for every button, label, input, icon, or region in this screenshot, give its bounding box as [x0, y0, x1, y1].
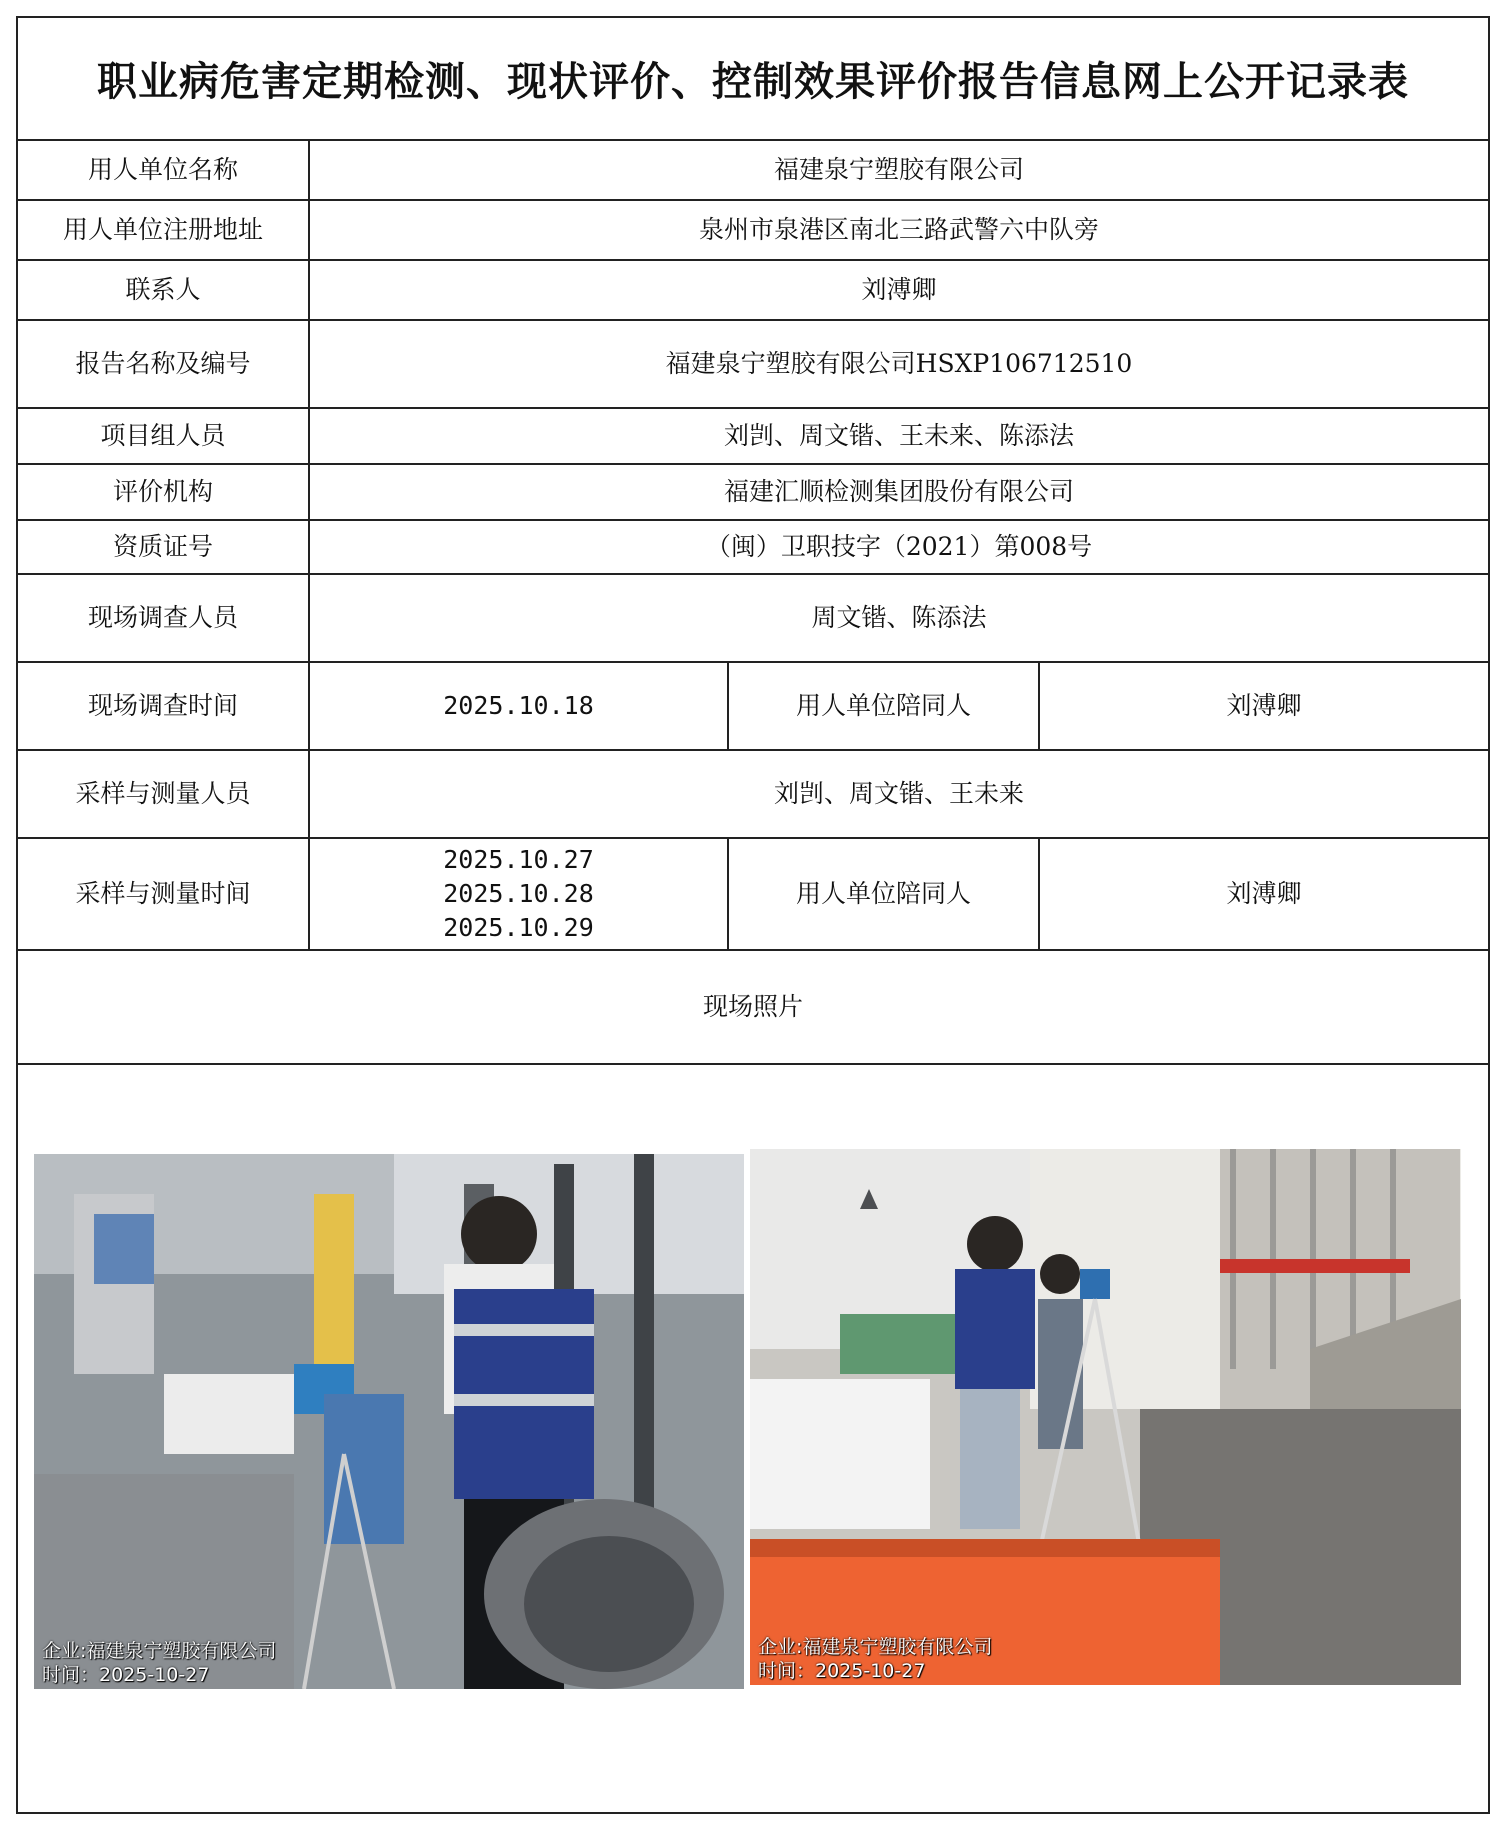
label-sampling-time: 采样与测量时间 [18, 838, 309, 950]
site-photo-2 [750, 1149, 1461, 1685]
label-employer-address: 用人单位注册地址 [18, 200, 309, 260]
label-report-name: 报告名称及编号 [18, 320, 309, 408]
value-employer-name: 福建泉宁塑胶有限公司 [309, 140, 1488, 200]
table-row [18, 838, 1488, 950]
page-title: 职业病危害定期检测、现状评价、控制效果评价报告信息网上公开记录表 [18, 18, 1488, 141]
value-certificate: （闽）卫职技字（2021）第008号 [309, 520, 1488, 574]
label-survey-staff: 现场调查人员 [18, 574, 309, 662]
table-row [18, 260, 1488, 320]
value-report-name: 福建泉宁塑胶有限公司HSXP106712510 [309, 320, 1488, 408]
value-survey-staff: 周文锴、陈添法 [309, 574, 1488, 662]
value-sampling-dates [309, 838, 728, 950]
value-sampling-staff: 刘剀、周文锴、王未来 [309, 750, 1488, 838]
sampling-date: 2025.10.29 [443, 913, 594, 942]
sampling-date: 2025.10.28 [443, 879, 594, 908]
table-row [18, 662, 1488, 750]
label-employer-name: 用人单位名称 [18, 140, 309, 200]
site-photo-1-image [34, 1154, 744, 1689]
label-project-members: 项目组人员 [18, 408, 309, 464]
label-agency: 评价机构 [18, 464, 309, 520]
table-row [18, 520, 1488, 574]
photo-1-watermark-company: 企业:福建泉宁塑胶有限公司 [42, 1640, 277, 1662]
table-row [18, 408, 1488, 464]
value-employer-address: 泉州市泉港区南北三路武警六中队旁 [309, 200, 1488, 260]
site-photo-1 [34, 1154, 744, 1689]
info-table [18, 139, 1488, 1065]
label-sampling-escort: 用人单位陪同人 [728, 838, 1039, 950]
photo-2-watermark-time: 时间：2025-10-27 [758, 1660, 926, 1682]
value-project-members: 刘剀、周文锴、王未来、陈添法 [309, 408, 1488, 464]
photo-1-watermark-time: 时间：2025-10-27 [42, 1664, 210, 1686]
table-row [18, 200, 1488, 260]
photos-header: 现场照片 [18, 950, 1488, 1064]
label-survey-escort: 用人单位陪同人 [728, 662, 1039, 750]
value-sampling-escort: 刘溥卿 [1039, 838, 1488, 950]
table-row [18, 140, 1488, 200]
table-row [18, 750, 1488, 838]
photo-2-watermark-company: 企业:福建泉宁塑胶有限公司 [758, 1636, 993, 1658]
sampling-date: 2025.10.27 [443, 845, 594, 874]
label-survey-time: 现场调查时间 [18, 662, 309, 750]
table-row [18, 320, 1488, 408]
label-sampling-staff: 采样与测量人员 [18, 750, 309, 838]
table-row [18, 950, 1488, 1064]
value-survey-time: 2025.10.18 [309, 662, 728, 750]
label-contact: 联系人 [18, 260, 309, 320]
table-row [18, 464, 1488, 520]
value-contact: 刘溥卿 [309, 260, 1488, 320]
record-form [16, 16, 1490, 1814]
site-photo-2-image [750, 1149, 1461, 1685]
table-row [18, 574, 1488, 662]
value-survey-escort: 刘溥卿 [1039, 662, 1488, 750]
value-agency: 福建汇顺检测集团股份有限公司 [309, 464, 1488, 520]
label-certificate: 资质证号 [18, 520, 309, 574]
photos-area [18, 1124, 1488, 1814]
